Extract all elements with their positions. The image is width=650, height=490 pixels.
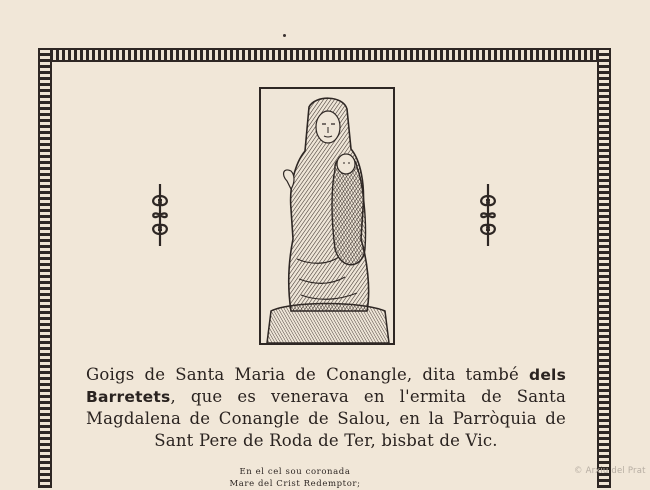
print-dot — [283, 34, 286, 37]
scroll-ornament-icon — [476, 182, 500, 248]
decorative-border-right — [597, 48, 611, 488]
document-title — [86, 364, 566, 452]
decorative-border-top — [38, 48, 611, 62]
verse-line: Mare del Crist Redemptor; — [229, 479, 361, 489]
title-bold-text: dels Barretets — [86, 366, 566, 406]
scroll-ornament-icon — [148, 182, 172, 248]
title-text-part2: , que es venerava en l'ermita de Santa Magdalena de Conangle de Salou, en la Parròquia de Sant Pere de Roda de Ter, bisbat de Vic. — [86, 387, 566, 450]
virgin-and-child-engraving — [259, 87, 395, 345]
copyright-watermark: © Arxiu del Prat — [574, 466, 646, 476]
verse-block — [180, 466, 410, 490]
statue-illustration-icon — [261, 89, 393, 343]
decorative-border-left — [38, 48, 52, 488]
verse-line: En el cel sou coronada — [239, 467, 351, 477]
title-text-part1: Goigs de Santa Maria de Conangle, dita també — [86, 365, 530, 384]
